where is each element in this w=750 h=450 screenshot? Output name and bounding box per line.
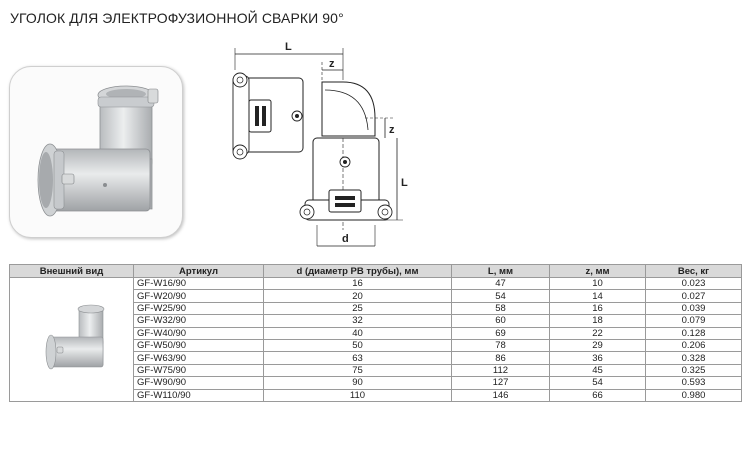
cell-l: 47 — [452, 278, 550, 290]
cell-z: 18 — [550, 315, 646, 327]
product-thumbnail-cell — [10, 278, 134, 402]
cell-l: 54 — [452, 290, 550, 302]
cell-d: 90 — [264, 377, 452, 389]
cell-z: 10 — [550, 278, 646, 290]
cell-weight: 0.325 — [646, 364, 742, 376]
elbow-fitting-image — [10, 67, 182, 237]
dim-l-top: L — [285, 41, 292, 53]
cell-l: 127 — [452, 377, 550, 389]
cell-d: 32 — [264, 315, 452, 327]
cell-weight: 0.206 — [646, 339, 742, 351]
cell-z: 22 — [550, 327, 646, 339]
cell-weight: 0.023 — [646, 278, 742, 290]
technical-drawing — [225, 40, 430, 255]
cell-l: 69 — [452, 327, 550, 339]
cell-l: 146 — [452, 389, 550, 401]
cell-z: 29 — [550, 339, 646, 351]
cell-weight: 0.980 — [646, 389, 742, 401]
cell-l: 78 — [452, 339, 550, 351]
cell-weight: 0.328 — [646, 352, 742, 364]
col-header-z: z, мм — [550, 265, 646, 278]
cell-article: GF-W63/90 — [134, 352, 264, 364]
cell-d: 50 — [264, 339, 452, 351]
cell-d: 75 — [264, 364, 452, 376]
page-title: УГОЛОК ДЛЯ ЭЛЕКТРОФУЗИОННОЙ СВАРКИ 90° — [10, 10, 344, 26]
dim-z-top: z — [329, 58, 335, 70]
cell-weight: 0.027 — [646, 290, 742, 302]
cell-weight: 0.593 — [646, 377, 742, 389]
dim-d: d — [342, 233, 349, 245]
cell-article: GF-W75/90 — [134, 364, 264, 376]
cell-z: 16 — [550, 302, 646, 314]
cell-l: 60 — [452, 315, 550, 327]
col-header-l: L, мм — [452, 265, 550, 278]
cell-d: 40 — [264, 327, 452, 339]
cell-d: 63 — [264, 352, 452, 364]
cell-z: 66 — [550, 389, 646, 401]
col-header-d: d (диаметр PB трубы), мм — [264, 265, 452, 278]
cell-z: 45 — [550, 364, 646, 376]
elbow-thumbnail-image — [13, 283, 134, 393]
cell-z: 14 — [550, 290, 646, 302]
cell-article: GF-W90/90 — [134, 377, 264, 389]
cell-article: GF-W50/90 — [134, 339, 264, 351]
cell-d: 16 — [264, 278, 452, 290]
table-header-row — [10, 265, 742, 278]
cell-l: 58 — [452, 302, 550, 314]
cell-weight: 0.039 — [646, 302, 742, 314]
cell-article: GF-W40/90 — [134, 327, 264, 339]
cell-article: GF-W110/90 — [134, 389, 264, 401]
cell-z: 54 — [550, 377, 646, 389]
col-header-weight: Вес, кг — [646, 265, 742, 278]
cell-article: GF-W16/90 — [134, 278, 264, 290]
spec-table — [9, 264, 742, 402]
col-header-article: Артикул — [134, 265, 264, 278]
cell-weight: 0.128 — [646, 327, 742, 339]
cell-article: GF-W20/90 — [134, 290, 264, 302]
cell-l: 112 — [452, 364, 550, 376]
cell-weight: 0.079 — [646, 315, 742, 327]
cell-l: 86 — [452, 352, 550, 364]
cell-d: 25 — [264, 302, 452, 314]
cell-article: GF-W32/90 — [134, 315, 264, 327]
cell-article: GF-W25/90 — [134, 302, 264, 314]
col-header-look: Внешний вид — [10, 265, 134, 278]
cell-z: 36 — [550, 352, 646, 364]
dim-z-side: z — [389, 124, 395, 136]
product-photo — [9, 66, 183, 238]
cell-d: 110 — [264, 389, 452, 401]
table-row — [10, 278, 742, 290]
cell-d: 20 — [264, 290, 452, 302]
dim-l-side: L — [401, 177, 408, 189]
